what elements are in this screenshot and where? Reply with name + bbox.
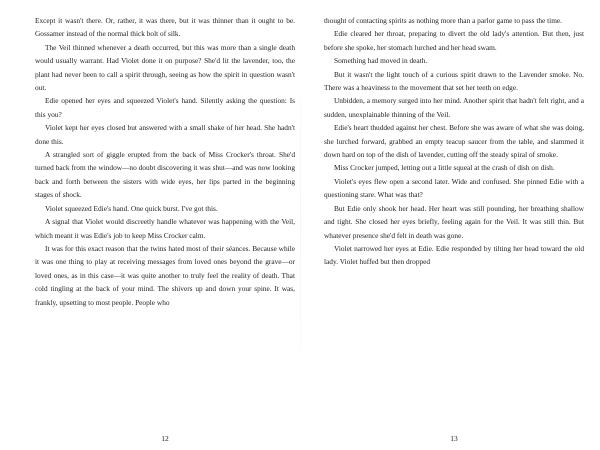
- paragraph: But it wasn't the light touch of a curious spirit drawn to the Lavender smoke. No. There was a heaviness to the movement that set her teeth on edge.: [324, 69, 584, 93]
- paragraph: Violet's eyes flew open a second later. Wide and confused. She pinned Edie with a questioning stare. What was that?: [324, 176, 584, 200]
- left-page-text: [35, 14, 295, 309]
- paragraph: Edie's heart thudded against her chest. Before she was aware of what she was doing, she lurched forward, grabbed an empty teacup saucer from the table, and slammed it down hard on top of the dish of lavender, cutting off the steady spiral of smoke.: [324, 123, 584, 160]
- paragraph: Except it wasn't there. Or, rather, it was there, but it was thinner than it ought to be. Gossamer instead of the normal thick bolt of silk.: [35, 16, 295, 39]
- right-page: [324, 14, 584, 444]
- paragraph: But Edie only shook her head. Her heart was still pounding, her breathing shallow and tight. She closed her eyes briefly, feeling again for the Veil. It was still thin. But whatever presence she'd felt in death was gone.: [324, 203, 584, 240]
- paragraph: The Veil thinned whenever a death occurred, but this was more than a single death would usually warrant. Had Violet done it on purpose? She'd lit the lavender, too, the plant had never been to call a spirit through, seeing as how the spirit in question wasn't out.: [35, 42, 295, 93]
- paragraph: Miss Crocker jumped, letting out a little squeal at the crash of dish on dish.: [334, 163, 555, 173]
- paragraph: A strangled sort of giggle erupted from the back of Miss Crocker's throat. She'd turned back from the window—no doubt discovering it was shut—and was now looking back and forth between the sisters with wide eyes, her lips parted in the beginning stages of shock.: [35, 150, 295, 200]
- paragraph: A signal that Violet would discreetly handle whatever was happening with the Veil, which meant it was Edie's job to keep Miss Crocker calm.: [35, 217, 295, 240]
- paragraph: Violet narrowed her eyes at Edie. Edie responded by tilting her head toward the old lady. Violet huffed but then dropped: [324, 243, 584, 267]
- paragraph: Edie opened her eyes and squeezed Violet's hand. Silently asking the question: Is this you?: [35, 96, 295, 119]
- page-number: 12: [161, 434, 169, 443]
- paragraph: Something had moved in death.: [334, 56, 428, 66]
- paragraph: thought of contacting spirits as nothing more than a parlor game to pass the time.: [324, 16, 563, 25]
- right-page-text: [324, 14, 584, 269]
- paragraph: Violet squeezed Edie's hand. One quick burst. I've got this.: [45, 203, 218, 213]
- paragraph: It was for this exact reason that the twins hated most of their séances. Because while it was one thing to play at receiving messages from loved ones beyond the grave—or loved ones, as in this case—it was quite another to truly feel the reality of death. That cold tingling at the back of your mind. The shivers up and down your spine. It was, frankly, upsetting to most people. People who: [35, 243, 295, 307]
- paragraph: Violet kept her eyes closed but answered with a small shake of her head. She hadn't done this.: [35, 123, 295, 146]
- paragraph: Unbidden, a memory surged into her mind. Another spirit that hadn't felt right, and a sudden, unexplainable thinning of the Veil.: [324, 96, 584, 119]
- paragraph: Edie cleared her throat, preparing to divert the old lady's attention. But then, just before she spoke, her stomach lurched and her head swam.: [324, 29, 584, 52]
- left-page: [35, 14, 295, 444]
- page-number: 13: [450, 434, 458, 443]
- gutter-shadow: [300, 0, 301, 450]
